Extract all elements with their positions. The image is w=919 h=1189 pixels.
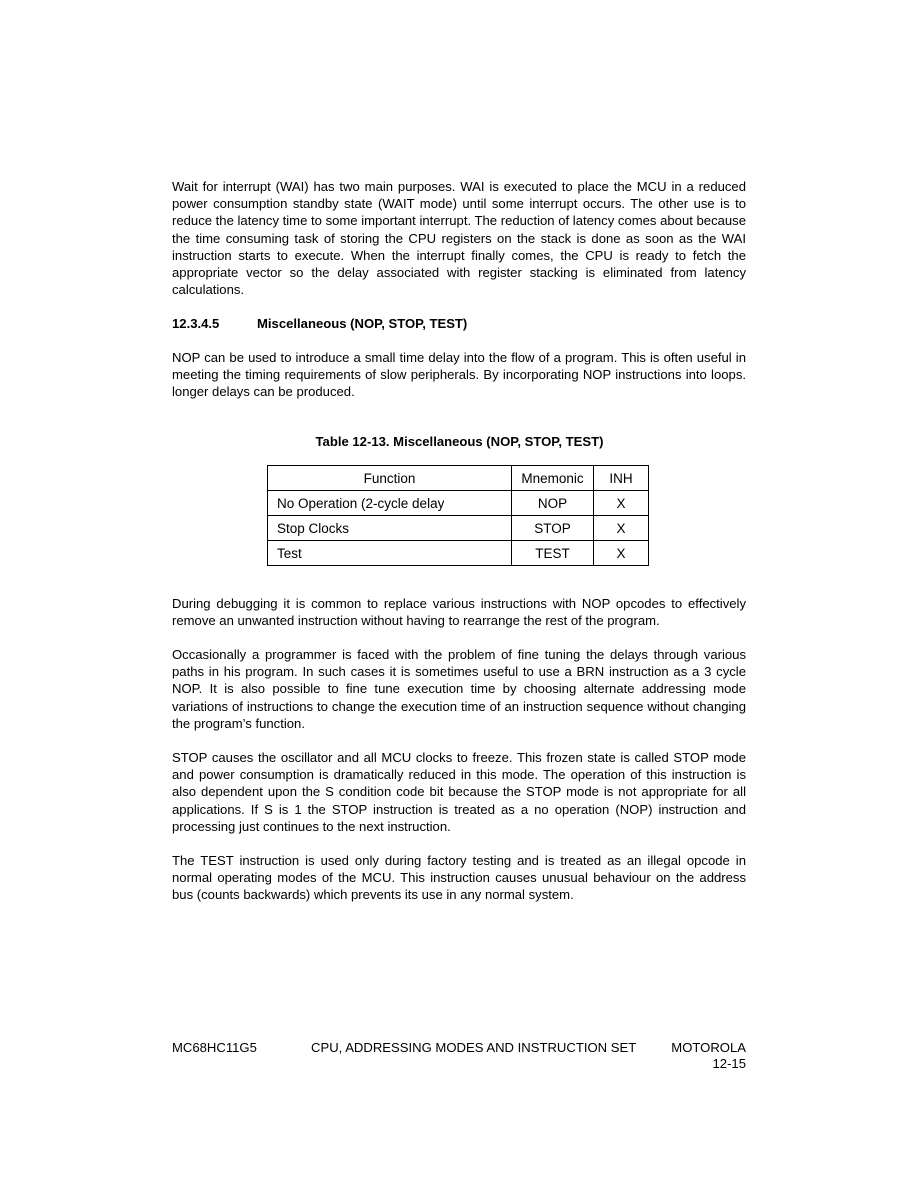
misc-instructions-table bbox=[267, 465, 649, 566]
cell-mnemonic: TEST bbox=[512, 541, 594, 566]
footer-brand: MOTOROLA bbox=[671, 1040, 746, 1055]
table-row bbox=[268, 516, 649, 541]
function-text: No Operation (2-cycle delay bbox=[277, 495, 445, 511]
table-caption: Table 12-13. Miscellaneous (NOP, STOP, TEST) bbox=[315, 434, 604, 449]
paragraph-nop: NOP can be used to introduce a small time delay into the flow of a program. This is often useful in meeting the timing requirements of slow peripherals. By incorporating NOP instructions into loops. longer delays can be produced. bbox=[172, 350, 746, 400]
header-inh: INH bbox=[594, 466, 649, 491]
paragraph-wai: Wait for interrupt (WAI) has two main purposes. WAI is executed to place the MCU in a reduced power consumption standby state (WAIT mode) until some interrupt occurs. The other use is to reduce the latency time to some important interrupt. The reduction of latency comes about because the time consuming task of storing the CPU registers on the stack is done as soon as the WAI instruction starts to execute. When the interrupt finally comes, the CPU is ready to fetch the appropriate vector so the delay associated with register stacking is eliminated from latency calculations. bbox=[172, 179, 747, 298]
section-title: Miscellaneous (NOP, STOP, TEST) bbox=[257, 316, 468, 331]
cell-function bbox=[268, 491, 512, 516]
cell-function: Stop Clocks bbox=[268, 516, 512, 541]
paragraph-test: The TEST instruction is used only during factory testing and is treated as an illegal opcode in normal operating modes of the MCU. This instruction causes unusual behaviour on the address bus (counts backwards) which prevents its use in any normal system. bbox=[172, 853, 746, 903]
cell-inh: X bbox=[594, 516, 649, 541]
cell-inh: X bbox=[594, 491, 649, 516]
table-row bbox=[268, 491, 649, 516]
footer-publisher bbox=[671, 1040, 746, 1072]
page-number: 12-15 bbox=[712, 1056, 746, 1071]
section-number: 12.3.4.5 bbox=[172, 316, 220, 331]
paragraph-debugging: During debugging it is common to replace various instructions with NOP opcodes to effectively remove an unwanted instruction without having to rearrange the rest of the program. bbox=[172, 596, 746, 629]
footer-part-number: MC68HC11G5 bbox=[172, 1040, 257, 1055]
header-function: Function bbox=[268, 466, 512, 491]
footer-chapter-title: CPU, ADDRESSING MODES AND INSTRUCTION SET bbox=[311, 1040, 637, 1055]
table-header-row bbox=[268, 466, 649, 491]
cell-inh: X bbox=[594, 541, 649, 566]
cell-mnemonic: STOP bbox=[512, 516, 594, 541]
table-row bbox=[268, 541, 649, 566]
cell-mnemonic: NOP bbox=[512, 491, 594, 516]
header-mnemonic: Mnemonic bbox=[512, 466, 594, 491]
paragraph-fine-tuning: Occasionally a programmer is faced with the problem of fine tuning the delays through various paths in his program. In such cases it is sometimes useful to use a BRN instruction as a 3 cycle NOP. It is also possible to fine tune execution time by choosing alternate addressing mode variations of instructions to change the execution time of an instruction sequence without changing the program’s function. bbox=[172, 647, 746, 731]
section-heading bbox=[172, 316, 467, 331]
paragraph-stop: STOP causes the oscillator and all MCU clocks to freeze. This frozen state is called STOP mode and power consumption is dramatically reduced in this mode. The operation of this instruction is also dependent upon the S condition code bit because the STOP mode is not appropriate for all applications. If S is 1 the STOP instruction is treated as a no operation (NOP) instruction and processing just continues to the next instruction. bbox=[172, 750, 746, 834]
cell-function: Test bbox=[268, 541, 512, 566]
